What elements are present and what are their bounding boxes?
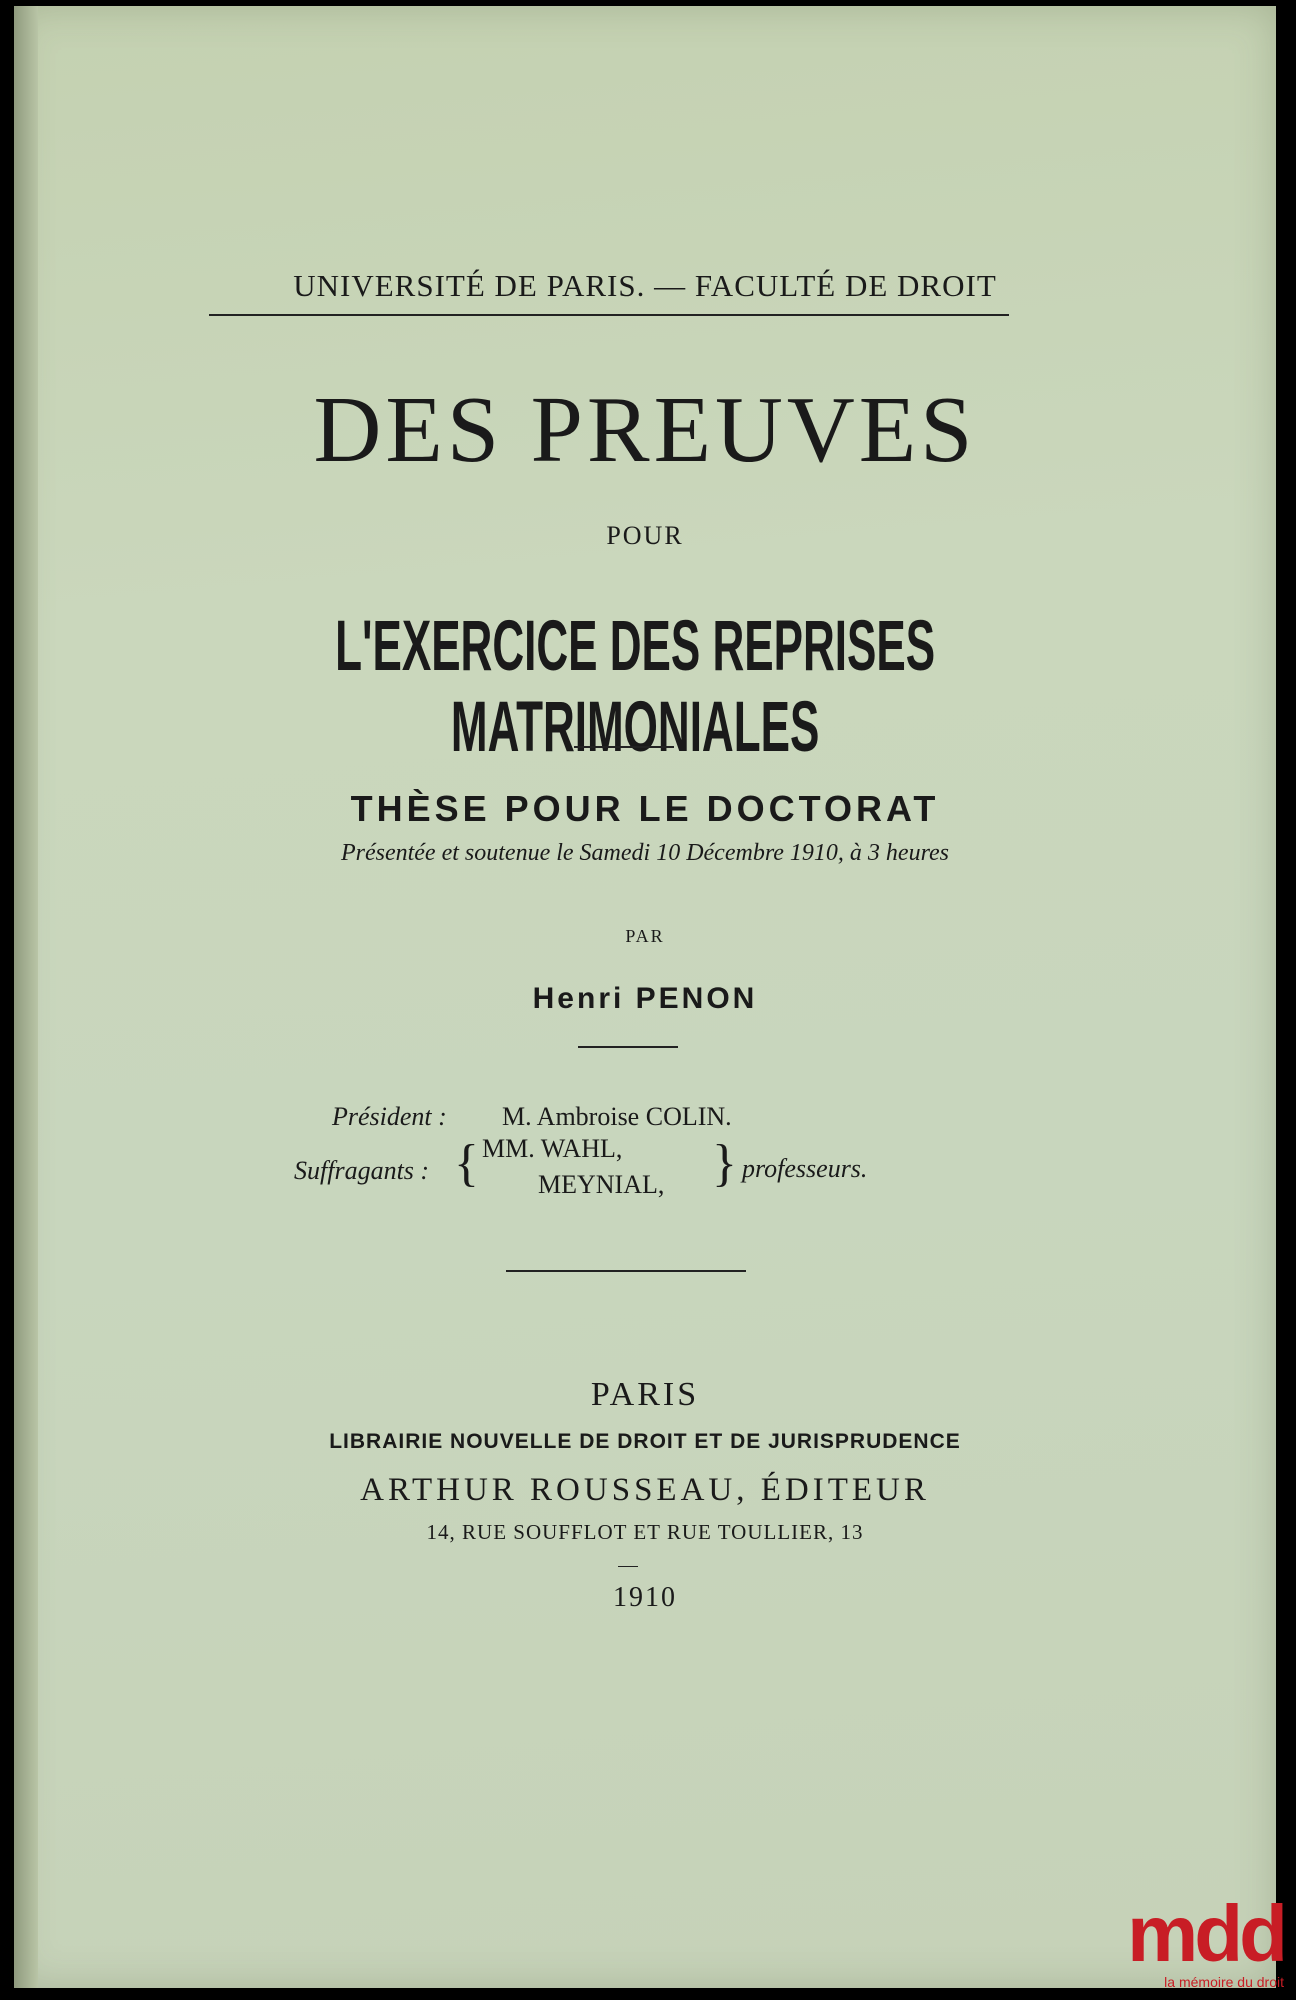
watermark-logo <box>1127 1889 1284 1990</box>
jury-president-label <box>332 1102 447 1132</box>
header-rule <box>209 314 1009 316</box>
subtitle: L'EXERCICE DES REPRISES MATRIMONIALES <box>335 607 936 767</box>
assessors-label: Suffragants : <box>294 1156 430 1185</box>
jury-president-name: M. Ambroise COLIN. <box>502 1102 732 1131</box>
role-label: professeurs. <box>742 1154 868 1183</box>
jury-assessors-label <box>294 1156 429 1186</box>
year-rule <box>618 1566 638 1567</box>
right-brace: } <box>712 1135 737 1192</box>
watermark-tagline: la mémoire du droit <box>1164 1974 1284 1990</box>
publisher-editor: ARTHUR ROUSSEAU, ÉDITEUR <box>360 1472 930 1508</box>
thesis-heading: THÈSE POUR LE DOCTORAT <box>350 788 940 829</box>
assessor-2: MEYNIAL, <box>538 1170 665 1199</box>
title-connector: POUR <box>606 521 684 550</box>
book-cover <box>14 6 1276 1988</box>
jury-role <box>742 1154 867 1184</box>
defense-date: Présentée et soutenue le Samedi 10 Décembre 1910, à 3 heures <box>340 840 950 866</box>
publisher-house: LIBRAIRIE NOUVELLE DE DROIT ET DE JURISPRUDENCE <box>329 1430 961 1453</box>
jury-rule <box>506 1270 746 1272</box>
left-brace: { <box>454 1135 479 1192</box>
by-label: PAR <box>625 926 665 946</box>
main-title: DES PREUVES <box>313 378 977 482</box>
author-name: Henri PENON <box>532 982 758 1015</box>
publisher-address: 14, RUE SOUFFLOT ET RUE TOULLIER, 13 <box>426 1520 864 1544</box>
author-rule <box>578 1046 678 1048</box>
watermark-mark: mdd <box>1127 1889 1284 1978</box>
title-rule <box>574 746 674 748</box>
institution-header: UNIVERSITÉ DE PARIS. — FACULTÉ DE DROIT <box>293 268 997 303</box>
assessor-1: MM. WAHL, <box>482 1134 623 1163</box>
publisher-city: PARIS <box>590 1376 700 1413</box>
publication-year: 1910 <box>613 1582 677 1613</box>
president-label: Président : <box>332 1102 447 1131</box>
